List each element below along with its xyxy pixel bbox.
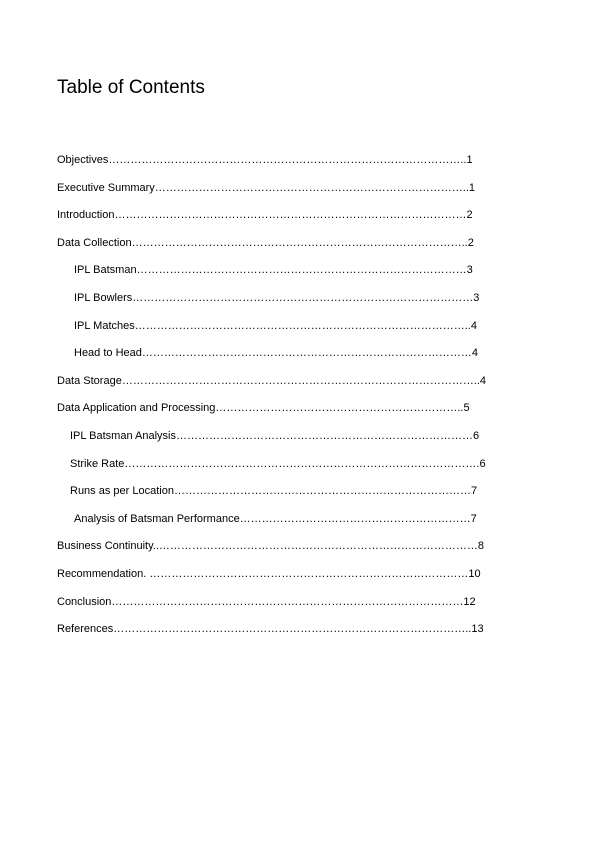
toc-entry-data-application[interactable]: Data Application and Processing…………………………………………………………..5 bbox=[57, 402, 470, 414]
toc-entry-ipl-batsman-analysis[interactable]: IPL Batsman Analysis………………………………………………………………………6 bbox=[70, 430, 480, 442]
toc-entry-data-storage[interactable]: Data Storage……………………………………………………………………………………..4 bbox=[57, 375, 487, 387]
toc-entry-ipl-matches[interactable]: IPL Matches………………………………………………………………………………..4 bbox=[74, 320, 477, 332]
toc-entry-ipl-batsman[interactable]: IPL Batsman………………………………………………………………………………3 bbox=[74, 264, 473, 276]
toc-entry-business-continuity[interactable]: Business Continuity..……………………………………………………………………………8 bbox=[57, 540, 485, 552]
toc-entry-executive-summary[interactable]: Executive Summary…………………………………………………………………………..1 bbox=[57, 182, 476, 194]
toc-entry-ipl-bowlers[interactable]: IPL Bowlers…………………………………………………………………………………3 bbox=[74, 292, 480, 304]
page-title: Table of Contents bbox=[57, 77, 205, 98]
toc-entry-introduction[interactable]: Introduction……………………………………………………………………………………2 bbox=[57, 209, 473, 221]
toc-entry-head-to-head[interactable]: Head to Head………………………………………………………………………………4 bbox=[74, 347, 478, 359]
toc-entry-conclusion[interactable]: Conclusion……………………………………………………………………………………12 bbox=[57, 596, 476, 608]
toc-entry-analysis-of-batsman-performance[interactable]: Analysis of Batsman Performance………………………………………………………7 bbox=[74, 513, 477, 525]
toc-entry-recommendation[interactable]: Recommendation. ……………………………………………………………………………10 bbox=[57, 568, 481, 580]
toc-entry-runs-as-per-location[interactable]: Runs as per Location………………………………………………………………………7 bbox=[70, 485, 478, 497]
toc-entry-objectives[interactable]: Objectives……………………………………………………………………………………..1 bbox=[57, 154, 473, 166]
toc-entry-strike-rate[interactable]: Strike Rate…………………………………………………………………………………….6 bbox=[70, 458, 486, 470]
toc-entry-data-collection[interactable]: Data Collection………………………………………………………………………………..2 bbox=[57, 237, 474, 249]
toc-entry-references[interactable]: References……………………………………………………………………………………..13 bbox=[57, 623, 484, 635]
